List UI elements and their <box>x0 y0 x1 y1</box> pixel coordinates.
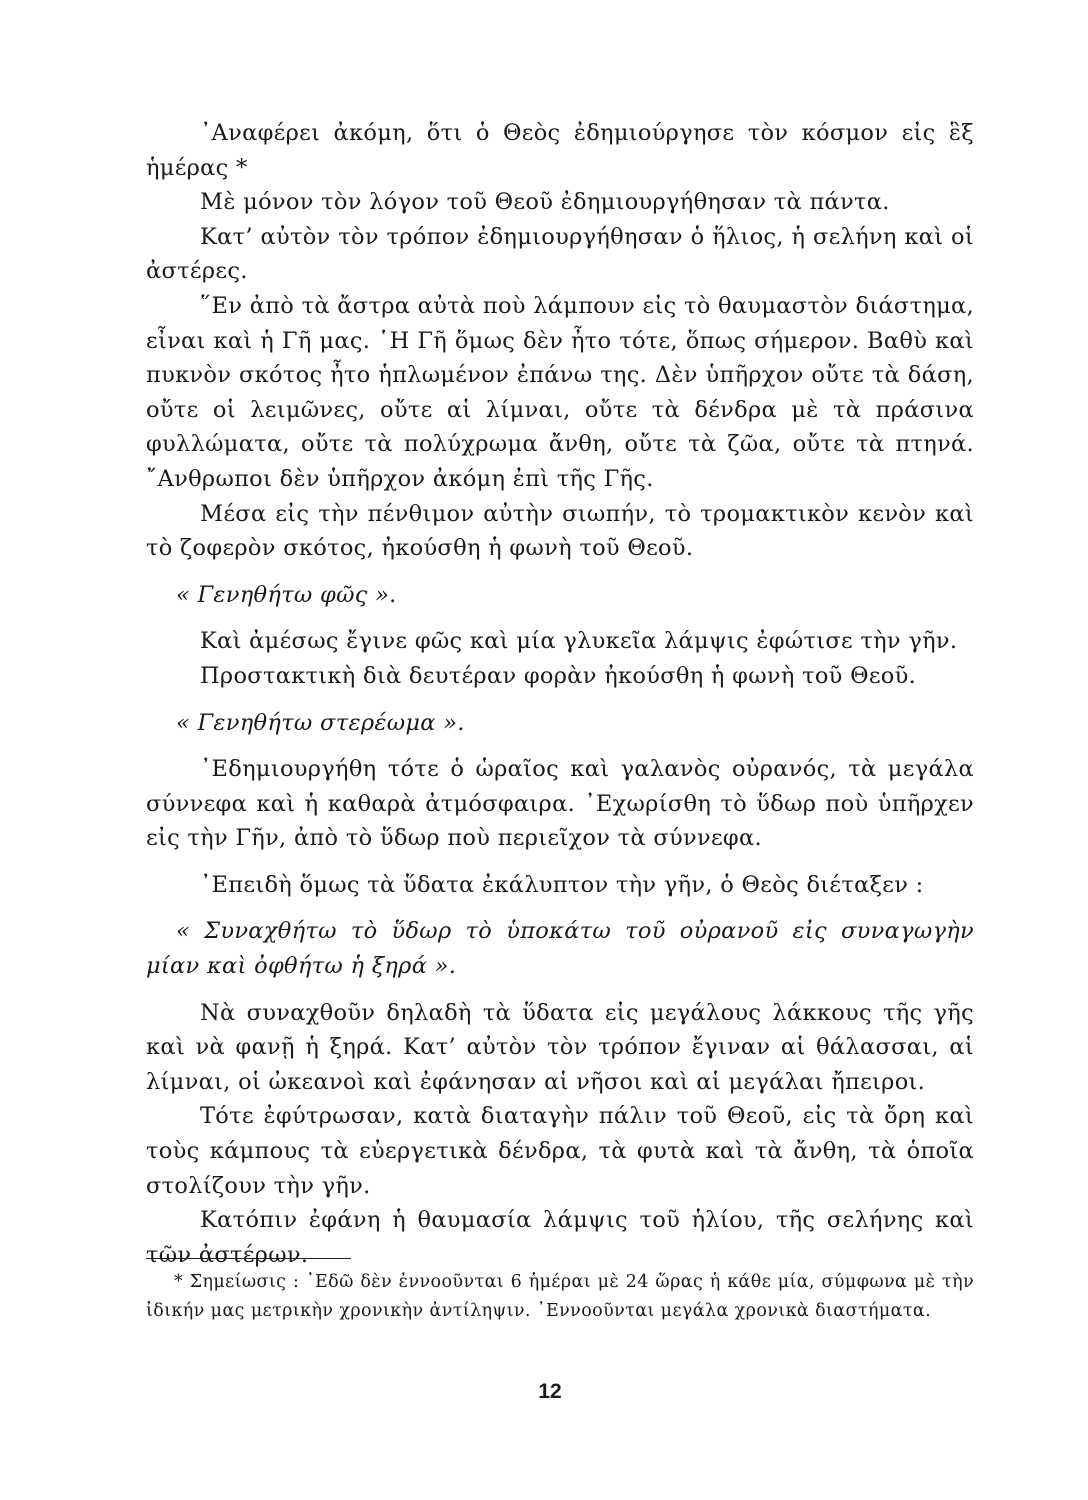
paragraph: Προστακτικὴ διὰ δευτέραν φορὰν ἠκούσθη ἡ φωνὴ τοῦ Θεοῦ. <box>200 662 917 689</box>
paragraph: Μὲ μόνον τὸν λόγον τοῦ Θεοῦ ἐδημιουργήθησαν τὰ πάντα. <box>200 189 890 216</box>
quote-gather-waters: « Συναχθήτω τὸ ὕδωρ τὸ ὑποκάτω τοῦ οὐρανοῦ εἰς συναγωγὴν μίαν καὶ ὀφθήτω ἡ ξηρά ». <box>146 918 974 980</box>
paragraph: Κατ’ αὐτὸν τὸν τρόπον ἐδημιουργήθησαν ὁ ἥλιος, ἡ σελήνη καὶ οἱ ἀστέρες. <box>146 223 974 285</box>
page-number: 12 <box>538 1380 562 1403</box>
paragraph: Καὶ ἀμέσως ἔγινε φῶς καὶ μία γλυκεῖα λάμψις ἐφώτισε τὴν γῆν. <box>200 628 958 655</box>
body-text <box>146 116 974 1272</box>
quote-let-there-be-light: « Γενηθήτω φῶς ». <box>176 581 397 608</box>
paragraph: ᾿Επειδὴ ὅμως τὰ ὕδατα ἐκάλυπτον τὴν γῆν, ὁ Θεὸς διέταξεν : <box>200 871 924 898</box>
footnote-text: * Σημείωσις : ᾿Εδῶ δὲν ἐννοοῦνται 6 ἡμέραι μὲ 24 ὥρας ἡ κάθε μία, σύμφωνα μὲ τὴν ἰδικήν μας μετρικὴν χρονικὴν ἀντίληψιν. ᾿Εννοοῦνται μεγάλα χρονικὰ διαστήματα. <box>146 1272 974 1321</box>
paragraph: Κατόπιν ἐφάνη ἡ θαυμασία λάμψις τοῦ ἡλίου, τῆς σελήνης καὶ τῶν ἀστέρων. <box>146 1207 974 1268</box>
paragraph: Νὰ συναχθοῦν δηλαδὴ τὰ ὕδατα εἰς μεγάλους λάκκους τῆς γῆς καὶ νὰ φανῇ ἡ ξηρά. Κατ’ αὐτὸν τὸν τρόπον ἔγιναν αἱ θάλασσαι, αἱ λίμναι, οἱ ὠκεανοὶ καὶ ἐφάνησαν αἱ νῆσοι καὶ αἱ μεγάλαι ἤπειροι. <box>146 999 974 1095</box>
footnote-divider <box>146 1258 351 1259</box>
paragraph: ᾿Εδημιουργήθη τότε ὁ ὡραῖος καὶ γαλανὸς οὐρανός, τὰ μεγάλα σύννεφα καὶ ἡ καθαρὰ ἀτμόσφαιρα. ᾿Εχωρίσθη τὸ ὕδωρ ποὺ ὑπῆρχεν εἰς τὴν Γῆν, ἀπὸ τὸ ὕδωρ ποὺ περιεῖχον τὰ σύννεφα. <box>146 756 974 852</box>
quote-firmament: « Γενηθήτω στερέωμα ». <box>176 709 465 736</box>
footnote <box>146 1268 974 1326</box>
paragraph: ῞Εν ἀπὸ τὰ ἄστρα αὐτὰ ποὺ λάμπουν εἰς τὸ θαυμαστὸν διάστημα, εἶναι καὶ ἡ Γῆ μας. ῾Η Γῆ ὅμως δὲν ἦτο τότε, ὅπως σήμερον. Βαθὺ καὶ πυκνὸν σκότος ἦτο ἡπλωμένον ἐπάνω της. Δὲν ὑπῆρχον οὔτε τὰ δάση, οὔτε οἱ λειμῶνες, οὔτε αἱ λίμναι, οὔτε τὰ δένδρα μὲ τὰ πράσινα φυλλώματα, οὔτε τὰ πολύχρωμα ἄνθη, οὔτε τὰ ζῶα, οὔτε τὰ πτηνά. ῎Ανθρωποι δὲν ὑπῆρχον ἀκόμη ἐπὶ τῆς Γῆς. <box>146 292 974 492</box>
paragraph: ᾿Αναφέρει ἀκόμη, ὅτι ὁ Θεὸς ἐδημιούργησε τὸν κόσμον εἰς ἓξ ἡμέρας * <box>146 120 974 181</box>
paragraph: Μέσα εἰς τὴν πένθιμον αὐτὴν σιωπήν, τὸ τρομακτικὸν κενὸν καὶ τὸ ζοφερὸν σκότος, ἠκούσθη ἡ φωνὴ τοῦ Θεοῦ. <box>146 500 974 562</box>
paragraph: Τότε ἐφύτρωσαν, κατὰ διαταγὴν πάλιν τοῦ Θεοῦ, εἰς τὰ ὄρη καὶ τοὺς κάμπους τὰ εὐεργετικὰ δένδρα, τὰ φυτὰ καὶ τὰ ἄνθη, τὰ ὁποῖα στολίζουν τὴν γῆν. <box>146 1103 974 1199</box>
